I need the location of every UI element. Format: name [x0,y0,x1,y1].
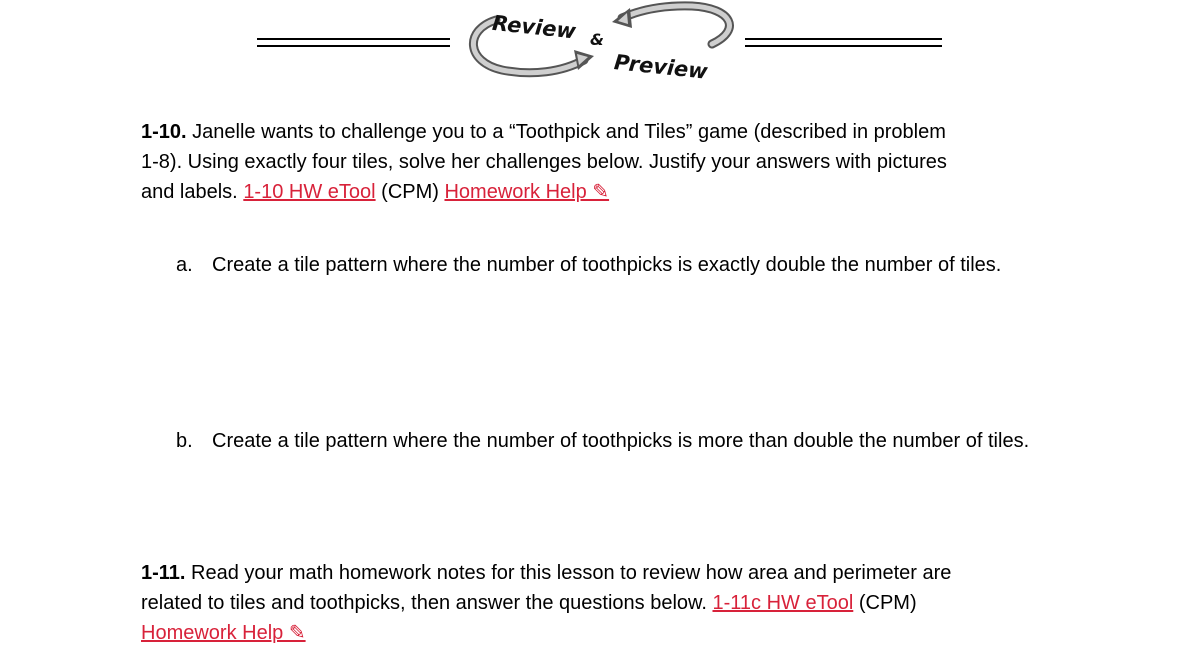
problem-number: 1-11. [141,562,186,584]
problem-text-line1: Janelle wants to challenge you to a “Toothpick and Tiles” game (described in problem [192,121,946,143]
problem-number: 1-10. [141,121,187,143]
etool-link[interactable]: 1-10 HW eTool [243,181,376,203]
problem-1-10 [141,117,1041,207]
logo-preview-text: Preview [612,50,709,84]
homework-help-link[interactable]: Homework Help ✎ [444,181,610,203]
list-marker: b. [176,430,193,452]
cpm-label: (CPM) [381,181,439,203]
review-preview-logo [462,0,742,88]
homework-help-link[interactable]: Homework Help ✎ [141,622,306,644]
logo-amp-text: & [590,30,604,49]
problem-text-line3: and labels. [141,181,238,203]
problem-text-line2: 1-8). Using exactly four tiles, solve her challenges below. Justify your answers with pictures [141,151,947,173]
etool-link[interactable]: 1-11c HW eTool [712,592,854,614]
review-preview-header [0,0,1200,90]
header-rule-right [745,38,942,47]
list-item-text: Create a tile pattern where the number of toothpicks is more than double the number of tiles. [212,430,1030,452]
problem-text-line1: Read your math homework notes for this lesson to review how area and perimeter are [191,562,952,584]
problem-text-line2: related to tiles and toothpicks, then answer the questions below. [141,592,707,614]
header-rule-left [257,38,450,47]
list-item-text: Create a tile pattern where the number of toothpicks is exactly double the number of tiles. [212,254,1002,276]
problem-1-11 [141,558,1041,648]
list-marker: a. [176,254,193,276]
cpm-label: (CPM) [858,592,917,614]
logo-review-text: Review [491,10,578,44]
